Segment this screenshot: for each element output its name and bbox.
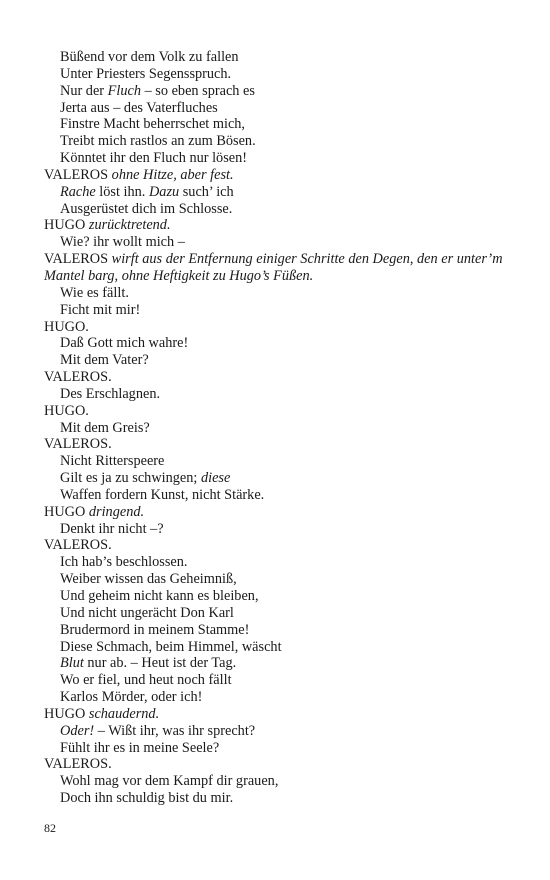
text-run: Denkt ihr nicht –? <box>60 520 164 537</box>
speaker-line <box>44 756 514 773</box>
italic-text: Dazu <box>148 183 180 200</box>
text-run: HUGO. <box>44 318 89 335</box>
text-run: Nicht Ritterspeere <box>60 453 165 470</box>
verse-line <box>44 622 514 639</box>
verse-line <box>44 605 514 622</box>
text-run: HUGO <box>44 705 89 722</box>
italic-text: wirft aus der Entfernung einiger Schritte den Degen, den er unter’m Mantel barg, ohne Heftigkeit zu Hugo’s Füßen. <box>44 251 503 284</box>
text-run: Fühlt ihr es in meine Seele? <box>60 739 220 756</box>
italic-text: ohne Hitze, aber fest. <box>111 166 234 183</box>
verse-line <box>44 133 514 150</box>
stage-direction-line <box>44 251 514 285</box>
verse-line <box>44 335 514 352</box>
text-run: Büßend vor dem Volk zu fallen <box>60 49 239 65</box>
verse-line <box>44 49 514 66</box>
speaker-line <box>44 369 514 386</box>
speaker-line <box>44 436 514 453</box>
italic-text: dringend. <box>88 503 145 520</box>
text-run: Wie? ihr wollt mich – <box>60 234 185 251</box>
text-run: Finstre Macht beherrschet mich, <box>60 116 246 133</box>
text-run: Und geheim nicht kann es bleiben, <box>60 588 259 604</box>
text-run: Mit dem Greis? <box>60 419 150 436</box>
text-run: Des Erschlagnen. <box>60 385 161 402</box>
text-run: – so eben sprach es <box>141 82 255 99</box>
verse-line <box>44 639 514 656</box>
text-run: HUGO <box>44 503 89 520</box>
speaker-line <box>44 217 514 234</box>
italic-text: diese <box>200 470 231 487</box>
text-run: Daß Gott mich wahre! <box>60 335 189 352</box>
text-run: VALEROS <box>44 166 112 183</box>
text-run: Ich hab’s beschlossen. <box>60 554 188 571</box>
italic-text: zurücktretend. <box>88 217 171 234</box>
verse-line <box>44 571 514 588</box>
text-run: VALEROS. <box>44 369 112 386</box>
verse-line <box>44 672 514 689</box>
text-run: Diese Schmach, beim Himmel, wäscht <box>60 638 282 655</box>
text-run: Weiber wissen das Geheimniß, <box>60 571 237 588</box>
verse-line <box>44 201 514 218</box>
verse-line <box>44 116 514 133</box>
verse-line <box>44 723 514 740</box>
play-text <box>44 49 514 807</box>
text-run: Ausgerüstet dich im Schlosse. <box>60 200 233 217</box>
verse-line <box>44 150 514 167</box>
verse-line <box>44 790 514 807</box>
text-run: HUGO <box>44 217 89 234</box>
verse-line <box>44 66 514 83</box>
verse-line <box>44 689 514 706</box>
text-run: VALEROS. <box>44 537 112 554</box>
verse-line <box>44 521 514 538</box>
verse-line <box>44 740 514 757</box>
text-run: Waffen fordern Kunst, nicht Stärke. <box>60 486 265 503</box>
italic-text: schaudernd. <box>88 705 160 722</box>
speaker-line <box>44 319 514 336</box>
text-run: Unter Priesters Segensspruch. <box>60 65 232 82</box>
text-run: Gilt es ja zu schwingen; <box>60 470 201 487</box>
verse-line <box>44 352 514 369</box>
text-run: VALEROS. <box>44 756 112 773</box>
text-run: Doch ihn schuldig bist du mir. <box>60 790 234 807</box>
text-run: Treibt mich rastlos an zum Bösen. <box>60 133 256 150</box>
text-run: Mit dem Vater? <box>60 352 149 369</box>
italic-text: Blut <box>60 655 84 672</box>
verse-line <box>44 184 514 201</box>
text-run: löst ihn. <box>95 183 149 200</box>
verse-line <box>44 302 514 319</box>
text-run: Brudermord in meinem Stamme! <box>60 621 250 638</box>
text-run: Wo er fiel, und heut noch fällt <box>60 672 232 689</box>
text-run: Und nicht ungerächt Don Karl <box>60 604 234 621</box>
verse-line <box>44 453 514 470</box>
verse-line <box>44 470 514 487</box>
verse-line <box>44 100 514 117</box>
text-run: Jerta aus – des Vaterfluches <box>60 99 218 116</box>
verse-line <box>44 588 514 605</box>
speaker-line <box>44 537 514 554</box>
text-run: Könntet ihr den Fluch nur lösen! <box>60 150 248 167</box>
text-run: nur ab. – Heut ist der Tag. <box>83 655 237 672</box>
speaker-line <box>44 403 514 420</box>
text-run: – Wißt ihr, was ihr sprecht? <box>94 722 256 739</box>
verse-line <box>44 420 514 437</box>
text-run: Nur der <box>60 82 108 99</box>
speaker-line <box>44 167 514 184</box>
verse-line <box>44 554 514 571</box>
verse-line <box>44 285 514 302</box>
verse-line <box>44 487 514 504</box>
text-run: Wie es fällt. <box>60 284 129 301</box>
text-run: Karlos Mörder, oder ich! <box>60 689 203 706</box>
verse-line <box>44 655 514 672</box>
text-run: VALEROS <box>44 251 112 268</box>
speaker-line <box>44 504 514 521</box>
verse-line <box>44 83 514 100</box>
verse-line <box>44 386 514 403</box>
italic-text: Rache <box>60 183 96 200</box>
text-run: such’ ich <box>179 183 234 200</box>
italic-text: Oder! <box>60 722 95 739</box>
text-run: Ficht mit mir! <box>60 301 141 318</box>
speaker-line <box>44 706 514 723</box>
verse-line <box>44 773 514 790</box>
page-number: 82 <box>44 821 56 835</box>
text-run: VALEROS. <box>44 436 112 453</box>
text-run: Wohl mag vor dem Kampf dir grauen, <box>60 773 279 790</box>
italic-text: Fluch <box>107 82 141 99</box>
text-run: HUGO. <box>44 402 89 419</box>
verse-line <box>44 234 514 251</box>
